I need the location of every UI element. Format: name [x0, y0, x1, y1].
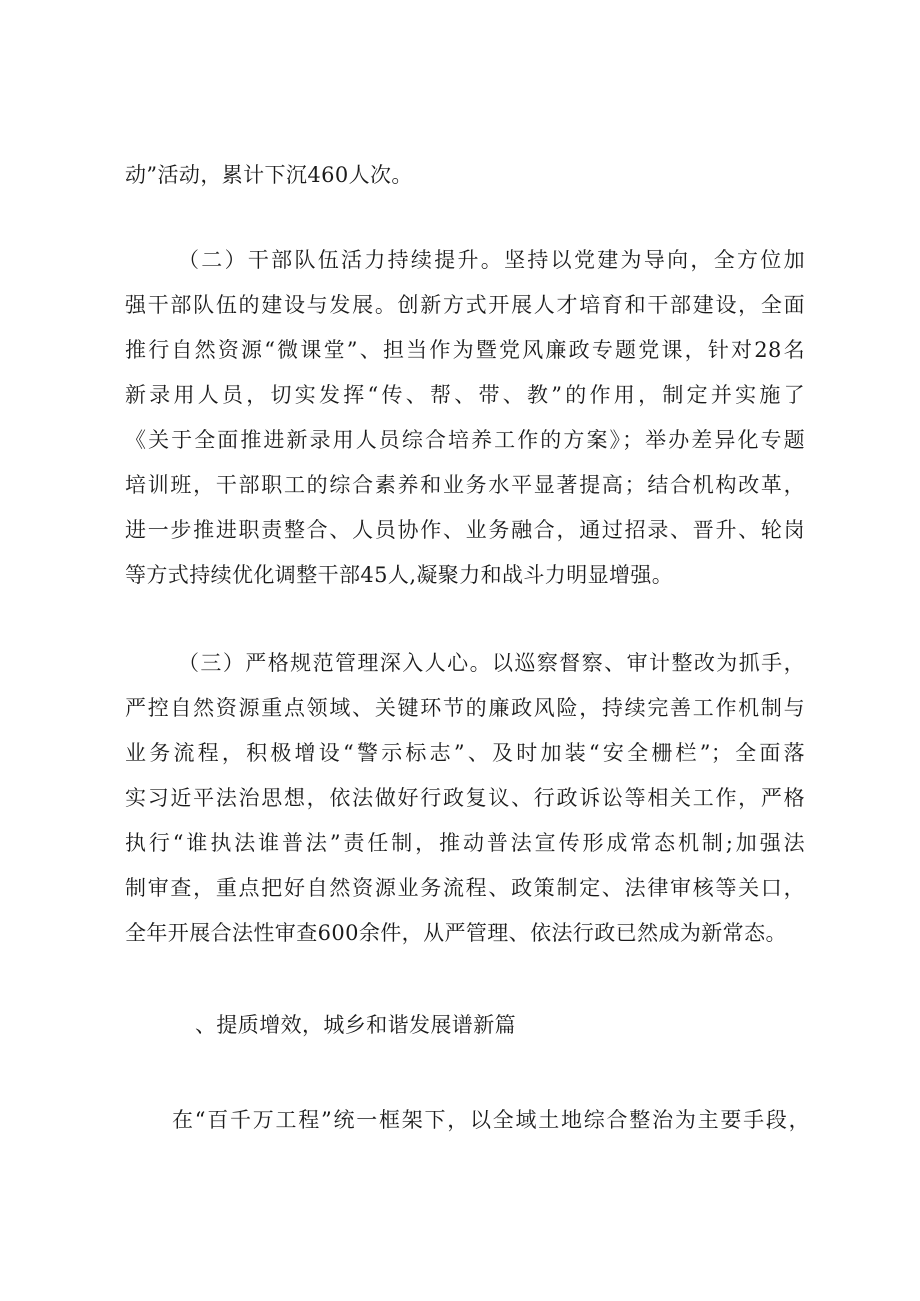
paragraph-line: 执行“谁执法谁普法”责任制，推动普法宣传形成常态机制;加强法 [125, 831, 805, 855]
paragraph-line: 《关于全面推进新录用人员综合培养工作的方案》；举办差异化专题 [125, 428, 805, 452]
paragraph-line: 全年开展合法性审查600余件，从严管理、依法行政已然成为新常态。 [125, 921, 787, 945]
section-heading: 、提质增效，城乡和谐发展谱新篇 [195, 1013, 516, 1037]
paragraph-line: 推行自然资源“微课堂”、担当作为暨党风廉政专题党课，针对28名 [125, 338, 805, 362]
section-intro-line: 在“百千万工程”统一框架下，以全域土地综合整治为主要手段， [172, 1108, 810, 1132]
paragraph-line: 严控自然资源重点领域、关键环节的廉政风险，持续完善工作机制与 [125, 696, 805, 720]
paragraph-line: 业务流程，积极增设“警示标志”、及时加装“安全栅栏”；全面落 [125, 741, 805, 765]
continuation-line: 动”活动，累计下沉460人次。 [125, 163, 413, 187]
paragraph-line: 制审查，重点把好自然资源业务流程、政策制定、法律审核等关口， [125, 876, 805, 900]
paragraph-line: 强干部队伍的建设与发展。创新方式开展人才培育和干部建设，全面 [125, 293, 805, 317]
paragraph-line: （二）干部队伍活力持续提升。坚持以党建为导向，全方位加 [178, 248, 805, 272]
paragraph-line: 培训班，干部职工的综合素养和业务水平显著提高；结合机构改革， [125, 473, 805, 497]
paragraph-line: （三）严格规范管理深入人心。以巡察督察、审计整改为抓手， [178, 651, 805, 675]
paragraph-line: 实习近平法治思想，依法做好行政复议、行政诉讼等相关工作，严格 [125, 786, 805, 810]
paragraph-line: 进一步推进职责整合、人员协作、业务融合，通过招录、晋升、轮岗 [125, 518, 805, 542]
paragraph-line: 新录用人员，切实发挥“传、帮、带、教”的作用，制定并实施了 [125, 383, 805, 407]
paragraph-line: 等方式持续优化调整干部45人,凝聚力和战斗力明显增强。 [125, 563, 674, 587]
